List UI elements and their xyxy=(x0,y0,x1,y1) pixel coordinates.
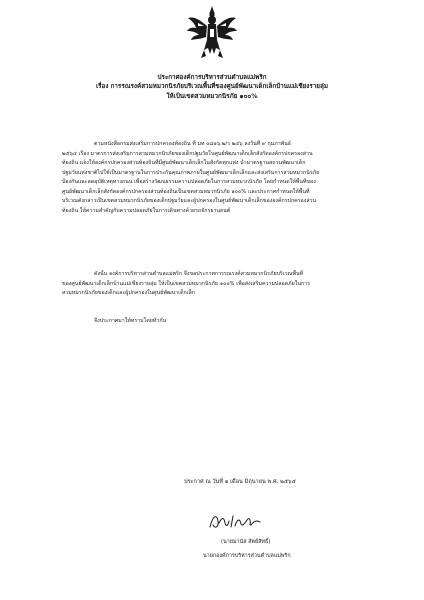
subject-line: เรื่อง การรณรงค์สวมหมวกนิรภัยบริเวณพื้นที่ของศูนย์พัฒนาเด็กเล็กบ้านแม่เชียงรายลุ่ม xyxy=(96,83,328,90)
paragraph-line: ป้องกันและลดอุบัติเหตุทางถนน เพื่อสร้างวัฒนธรรมความปลอดภัยในการสวมหมวกนิรภัย โดยกำหนดให้พื้นที่ของ xyxy=(62,179,316,185)
handwritten-signature-icon xyxy=(207,511,262,533)
paragraph-line: ศูนย์พัฒนาเด็กเล็กสังกัดองค์กรปกครองส่วนท้องถิ่นเป็นเขตสวมหมวกนิรภัย ๑๐๐% และประกาศกำหนดให้พื้นที่ xyxy=(62,188,310,195)
paragraph-line: ท้องถิ่น แจ้งให้องค์กรปกครองส่วนท้องถิ่นที่มีศูนย์พัฒนาเด็กเล็กในสังกัดทุกแห่ง นำมาตรฐานสถานพัฒนาเด็ก xyxy=(62,160,306,166)
paragraph-line: ปฐมวัยแห่งชาติไปใช้เป็นมาตรฐานในการประกันคุณภาพภายในศูนย์พัฒนาเด็กเล็กและส่งเสริมการสวมหมวกนิรภัย xyxy=(62,169,320,176)
paragraph-line: ท้องถิ่น ให้ความสำคัญกับความปลอดภัยในการเดินทางด้วยรถจักรยานยนต์ xyxy=(62,207,231,214)
paragraph-line: ของศูนย์พัฒนาเด็กเล็กบ้านแม่เชียงรายลุ่ม ให้เป็นเขตสวมหมวกนิรภัย ๑๐๐% เพื่อส่งเสริมความปลอดภัยในการ xyxy=(62,280,310,287)
paragraph-line: ดังนั้น องค์การบริหารส่วนตำบลแม่พริก จึงขอประกาศการรณรงค์สวมหมวกนิรภัยบริเวณพื้นที่ xyxy=(94,271,304,277)
paragraph-1 xyxy=(62,140,362,216)
closing-line: จึงประกาศมาให้ทราบโดยทั่วกัน xyxy=(94,318,167,324)
paragraph-line: ตามหนังสือกรมส่งเสริมการปกครองท้องถิ่น ที่ มท ๐๘๑๖.๒/ว ๒๔๖ ลงวันที่ ๙ กุมภาพันธ์ xyxy=(94,141,292,147)
paragraph-2 xyxy=(62,270,362,299)
signatory-name: (นายมานัส สัตย์สิทธิ์) xyxy=(221,539,271,545)
org-title: ประกาศองค์การบริหารส่วนตำบลแม่พริก xyxy=(157,74,267,81)
announcement-date: ประกาศ ณ วันที่ ๑ เดือน มิถุนายน พ.ศ. ๒๕๖๕ xyxy=(184,479,296,485)
garuda-emblem-icon xyxy=(186,4,238,62)
paragraph-line: ๒๕๖๔ เรื่อง มาตรการส่งเสริมการสวมหมวกนิรภัยของเด็กปฐมวัยในศูนย์พัฒนาเด็กเล็กสังกัดองค์กรปกครองส่วน xyxy=(62,150,313,157)
signatory-title: นายกองค์การบริหารส่วนตำบลแม่พริก xyxy=(203,553,291,559)
paragraph-line: บริเวณดังกล่าวเป็นเขตสวมหมวกนิรภัยของเด็กปฐมวัยและผู้ปกครองในศูนย์พัฒนาเด็กเล็กขององค์กรปกครองส่วน xyxy=(62,198,317,204)
paragraph-line: สวมหมวกนิรภัยของเด็กและผู้ปกครองในศูนย์พัฒนาเด็กเล็ก xyxy=(62,290,195,296)
subject-line-2: ให้เป็นเขตสวมหมวกนิรภัย ๑๐๐% xyxy=(166,93,258,100)
